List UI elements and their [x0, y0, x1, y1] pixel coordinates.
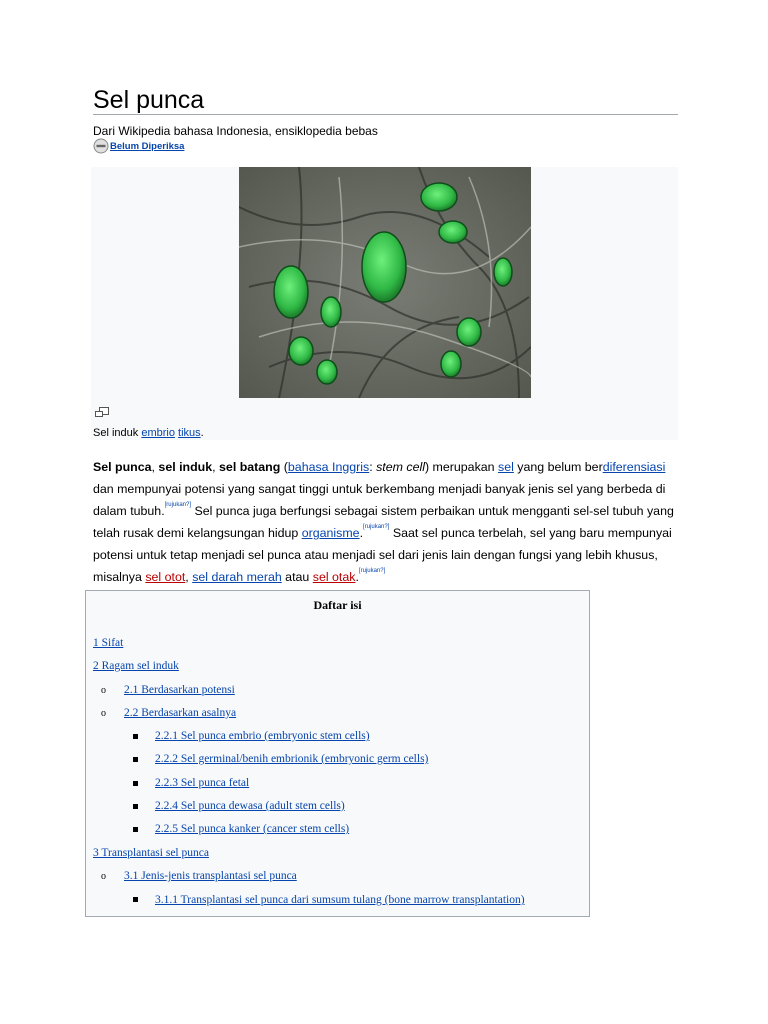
- link-sel[interactable]: sel: [498, 460, 514, 474]
- caption-link-embrio[interactable]: embrio: [141, 427, 175, 439]
- bullet-square: [133, 827, 138, 832]
- bullet-circle: o: [101, 708, 106, 719]
- toc-item-2-2-5[interactable]: 2.2.5 Sel punca kanker (cancer stem cells): [155, 823, 350, 835]
- link-sel-darah-merah[interactable]: sel darah merah: [192, 570, 282, 584]
- review-status: [93, 138, 184, 154]
- toc-item-2-2-1[interactable]: 2.2.1 Sel punca embrio (embryonic stem cells): [155, 730, 370, 742]
- intro-paragraph: Sel punca, sel induk, sel batang (bahasa Inggris: stem cell) merupakan sel yang belum berdiferensiasi dan mempunyai potensi yang sangat tinggi untuk berkembang menjadi banyak jenis sel yang berbeda di dalam tubuh.[rujukan?] Sel punca juga berfungsi sebagai sistem perbaikan untuk mengganti sel-sel tubuh yang telah rusak demi kelangsungan hidup organisme.[rujukan?] Saat sel punca terbelah, sel yang baru mempunyai potensi untuk tetap menjadi sel punca atau menjadi sel dari jenis lain dengan fungsi yang lebih khusus, misalnya sel otot, sel darah merah atau sel otak.[rujukan?]: [93, 460, 674, 584]
- bullet-square: [133, 734, 138, 739]
- link-sel-otot[interactable]: sel otot: [145, 570, 186, 584]
- stem-cell-image[interactable]: [239, 167, 531, 398]
- toc-item-3-1-1[interactable]: 3.1.1 Transplantasi sel punca dari sumsum tulang (bone marrow transplantation): [155, 894, 525, 906]
- title-divider: [93, 114, 678, 115]
- link-bahasa-inggris[interactable]: bahasa Inggris: [287, 460, 370, 474]
- magnify-clip-icon[interactable]: [95, 407, 109, 419]
- toc-item-2-2-4[interactable]: 2.2.4 Sel punca dewasa (adult stem cells): [155, 800, 345, 812]
- citation-needed-2[interactable]: [rujukan?]: [363, 524, 390, 530]
- link-diferensiasi[interactable]: diferensiasi: [602, 460, 666, 474]
- toc-item-2-2[interactable]: 2.2 Berdasarkan asalnya: [124, 707, 237, 719]
- bullet-square: [133, 804, 138, 809]
- citation-needed-1[interactable]: [rujukan?]: [164, 502, 191, 508]
- toc-item-2-2-3[interactable]: 2.2.3 Sel punca fetal: [155, 777, 250, 789]
- table-of-contents: [85, 590, 590, 917]
- bullet-square: [133, 897, 138, 902]
- caption-link-tikus[interactable]: tikus: [178, 427, 201, 439]
- toc-item-2-2-2[interactable]: 2.2.2 Sel germinal/benih embrionik (embryonic germ cells): [155, 753, 429, 765]
- review-status-icon: [93, 138, 109, 154]
- bullet-square: [133, 757, 138, 762]
- page-subtitle: Dari Wikipedia bahasa Indonesia, ensiklopedia bebas: [93, 124, 378, 138]
- citation-needed-3[interactable]: [rujukan?]: [358, 568, 386, 574]
- link-sel-otak[interactable]: sel otak: [312, 570, 356, 584]
- bullet-circle: o: [101, 871, 106, 882]
- page-title: Sel punca: [93, 86, 205, 114]
- figure-thumbnail: [91, 167, 678, 440]
- toc-item-1[interactable]: 1 Sifat: [93, 637, 124, 649]
- review-status-link[interactable]: Belum Diperiksa: [110, 140, 185, 152]
- toc-item-2-1[interactable]: 2.1 Berdasarkan potensi: [124, 684, 235, 696]
- bullet-circle: o: [101, 685, 106, 696]
- link-organisme[interactable]: organisme: [301, 526, 360, 540]
- toc-item-3-1[interactable]: 3.1 Jenis-jenis transplantasi sel punca: [124, 870, 297, 882]
- toc-item-3[interactable]: 3 Transplantasi sel punca: [93, 847, 209, 859]
- toc-title: Daftar isi: [313, 598, 362, 612]
- toc-item-2[interactable]: 2 Ragam sel induk: [93, 660, 179, 672]
- bullet-square: [133, 781, 138, 786]
- figure-caption: Sel induk embrio tikus.: [93, 427, 204, 439]
